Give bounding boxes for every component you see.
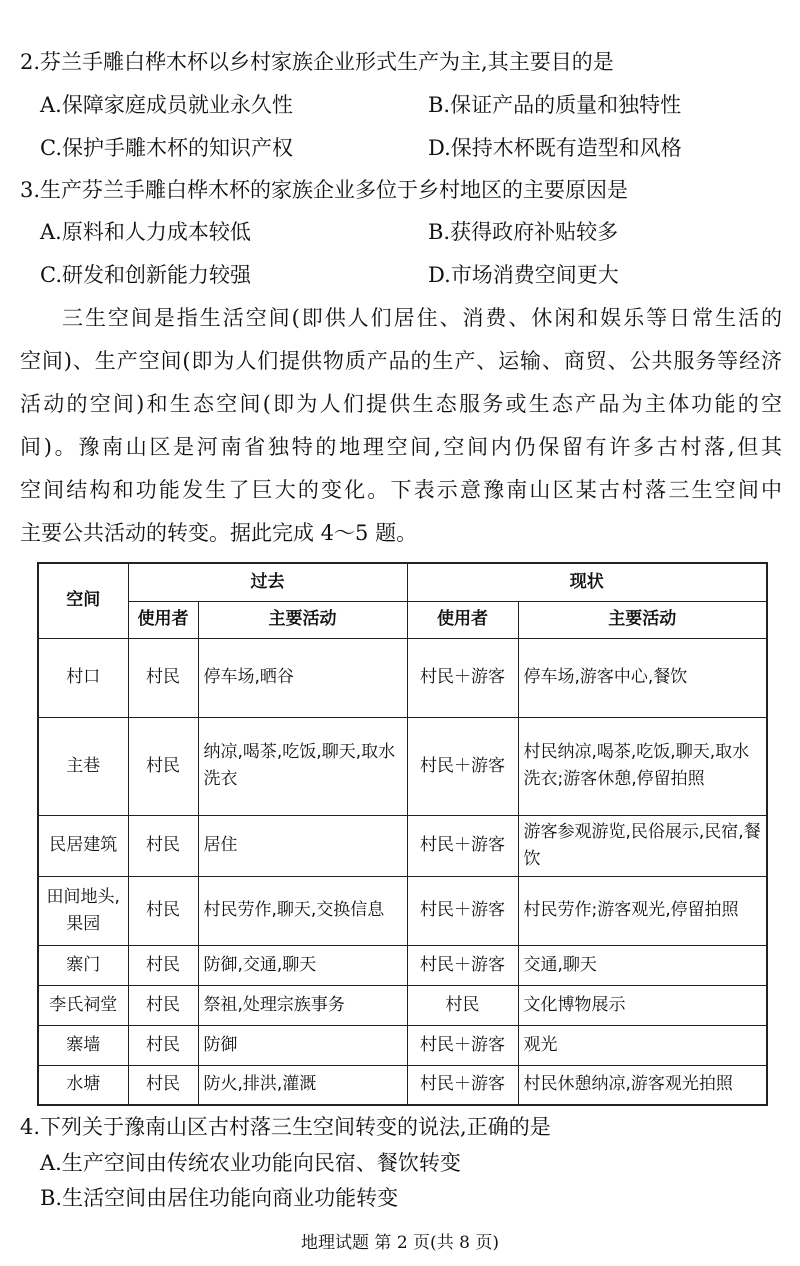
passage-line: 空间结构和功能发生了巨大的变化。下表示意豫南山区某古村落三生空间中 — [20, 478, 782, 502]
cell-now-user: 村民＋游客 — [407, 815, 518, 876]
passage-line: 三生空间是指生活空间(即供人们居住、消费、休闲和娱乐等日常生活的 — [62, 306, 782, 330]
cell-past-user: 村民 — [128, 638, 198, 717]
page-footer: 地理试题 第 2 页(共 8 页) — [301, 1233, 499, 1253]
header-space: 空间 — [38, 563, 128, 638]
cell-space: 李氏祠堂 — [38, 985, 128, 1025]
header-past-activity: 主要活动 — [198, 601, 407, 638]
table-row — [38, 876, 767, 945]
cell-past-user: 村民 — [128, 985, 198, 1025]
cell-now-activity: 村民纳凉,喝茶,吃饭,聊天,取水洗衣;游客休憩,停留拍照 — [518, 717, 767, 815]
cell-now-activity: 交通,聊天 — [518, 945, 767, 985]
cell-now-user: 村民＋游客 — [407, 1025, 518, 1065]
cell-now-activity: 观光 — [518, 1025, 767, 1065]
cell-now-user: 村民＋游客 — [407, 1065, 518, 1105]
q4-option-a: A.生产空间由传统农业功能向民宿、餐饮转变 — [40, 1151, 461, 1175]
cell-now-user: 村民＋游客 — [407, 876, 518, 945]
q2-option-c: C.保护手雕木杯的知识产权 — [40, 136, 293, 160]
header-now-user: 使用者 — [407, 601, 518, 638]
q2-option-d: D.保持木杯既有造型和风格 — [428, 136, 682, 160]
cell-now-user: 村民＋游客 — [407, 945, 518, 985]
passage-line: 主要公共活动的转变。据此完成 4～5 题。 — [20, 521, 418, 545]
cell-now-user: 村民＋游客 — [407, 717, 518, 815]
q3-option-c: C.研发和创新能力较强 — [40, 263, 251, 287]
q2-option-a: A.保障家庭成员就业永久性 — [40, 93, 293, 117]
cell-past-user: 村民 — [128, 717, 198, 815]
cell-past-activity: 纳凉,喝茶,吃饭,聊天,取水洗衣 — [198, 717, 407, 815]
space-transition-table — [37, 562, 768, 1106]
cell-space: 村口 — [38, 638, 128, 717]
cell-space: 寨墙 — [38, 1025, 128, 1065]
cell-past-activity: 村民劳作,聊天,交换信息 — [198, 876, 407, 945]
q4-option-b: B.生活空间由居住功能向商业功能转变 — [40, 1186, 399, 1210]
header-past: 过去 — [128, 563, 407, 601]
q3-option-a: A.原料和人力成本较低 — [40, 220, 251, 244]
table-row — [38, 1025, 767, 1065]
cell-now-activity: 停车场,游客中心,餐饮 — [518, 638, 767, 717]
cell-space: 田间地头,果园 — [38, 876, 128, 945]
table-row — [38, 717, 767, 815]
cell-past-activity: 居住 — [198, 815, 407, 876]
cell-past-activity: 防火,排洪,灌溉 — [198, 1065, 407, 1105]
passage-line: 间)。豫南山区是河南省独特的地理空间,空间内仍保留有许多古村落,但其 — [20, 435, 782, 459]
table-row — [38, 945, 767, 985]
question-3-stem: 3.生产芬兰手雕白桦木杯的家族企业多位于乡村地区的主要原因是 — [20, 178, 629, 202]
cell-now-activity: 村民劳作;游客观光,停留拍照 — [518, 876, 767, 945]
cell-now-user: 村民＋游客 — [407, 638, 518, 717]
cell-now-activity: 文化博物展示 — [518, 985, 767, 1025]
cell-past-user: 村民 — [128, 945, 198, 985]
cell-space: 寨门 — [38, 945, 128, 985]
cell-past-user: 村民 — [128, 1025, 198, 1065]
header-now-activity: 主要活动 — [518, 601, 767, 638]
q2-option-b: B.保证产品的质量和独特性 — [428, 93, 682, 117]
cell-past-user: 村民 — [128, 815, 198, 876]
table-row — [38, 1065, 767, 1105]
cell-past-user: 村民 — [128, 876, 198, 945]
cell-past-activity: 祭祖,处理宗族事务 — [198, 985, 407, 1025]
q3-option-d: D.市场消费空间更大 — [428, 263, 619, 287]
cell-past-user: 村民 — [128, 1065, 198, 1105]
table-row — [38, 985, 767, 1025]
cell-now-user: 村民 — [407, 985, 518, 1025]
question-2-stem: 2.芬兰手雕白桦木杯以乡村家族企业形式生产为主,其主要目的是 — [20, 50, 614, 74]
passage-line: 活动的空间)和生态空间(即为人们提供生态服务或生态产品为主体功能的空 — [20, 392, 782, 416]
cell-space: 主巷 — [38, 717, 128, 815]
cell-past-activity: 防御 — [198, 1025, 407, 1065]
cell-past-activity: 防御,交通,聊天 — [198, 945, 407, 985]
header-past-user: 使用者 — [128, 601, 198, 638]
question-4-stem: 4.下列关于豫南山区古村落三生空间转变的说法,正确的是 — [20, 1115, 551, 1139]
table-row — [38, 815, 767, 876]
header-now: 现状 — [407, 563, 767, 601]
cell-space: 民居建筑 — [38, 815, 128, 876]
cell-past-activity: 停车场,晒谷 — [198, 638, 407, 717]
passage-line: 空间)、生产空间(即为人们提供物质产品的生产、运输、商贸、公共服务等经济 — [20, 349, 782, 373]
cell-now-activity: 游客参观游览,民俗展示,民宿,餐饮 — [518, 815, 767, 876]
cell-now-activity: 村民休憩纳凉,游客观光拍照 — [518, 1065, 767, 1105]
table-row — [38, 638, 767, 717]
q3-option-b: B.获得政府补贴较多 — [428, 220, 619, 244]
cell-space: 水塘 — [38, 1065, 128, 1105]
